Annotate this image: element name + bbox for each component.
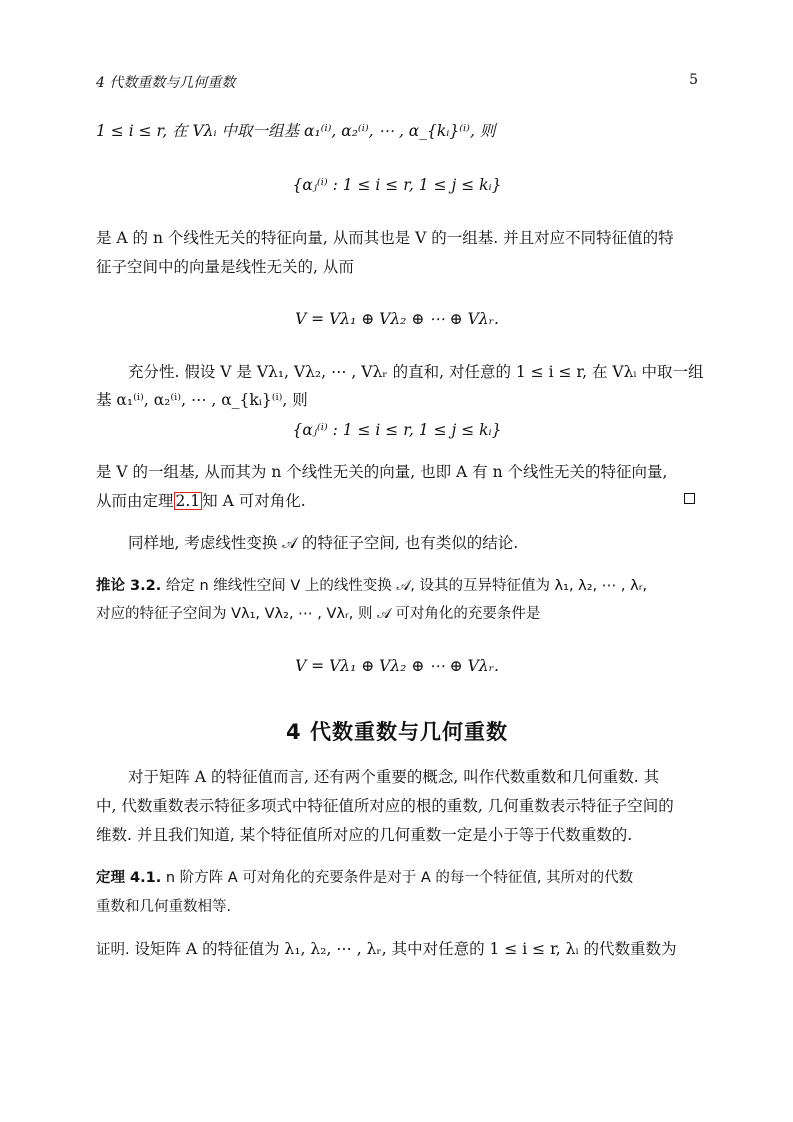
proof-line: [96, 939, 698, 960]
qed-square-icon: [684, 493, 695, 504]
proof-label: 证明.: [96, 942, 130, 958]
text-line: 1 ≤ i ≤ r, 在 Vλᵢ 中取一组基 α₁⁽ⁱ⁾, α₂⁽ⁱ⁾, ⋯ , α_{kᵢ}⁽ⁱ⁾, 则: [96, 122, 496, 140]
text-line: 基 α₁⁽ⁱ⁾, α₂⁽ⁱ⁾, ⋯ , α_{kᵢ}⁽ⁱ⁾, 则: [96, 391, 308, 409]
display-equation: {αⱼ⁽ⁱ⁾ : 1 ≤ i ≤ r, 1 ≤ j ≤ kᵢ}: [292, 176, 502, 194]
text-line: 是 A 的 n 个线性无关的特征向量, 从而其也是 V 的一组基. 并且对应不同特征值的特: [96, 229, 674, 247]
text-span: 知 A 可对角化.: [202, 492, 306, 510]
display-equation: V = Vλ₁ ⊕ Vλ₂ ⊕ ⋯ ⊕ Vλᵣ.: [295, 657, 499, 675]
text-line: 中, 代数重数表示特征多项式中特征值所对应的根的重数, 几何重数表示特征子空间的: [96, 797, 674, 815]
page-number: 5: [689, 72, 698, 88]
text-line: 征子空间中的向量是线性无关的, 从而: [96, 258, 354, 276]
text-line: 是 V 的一组基, 从而其为 n 个线性无关的向量, 也即 A 有 n 个线性无关的特征向量,: [96, 463, 668, 481]
text-line: 维数. 并且我们知道, 某个特征值所对应的几何重数一定是小于等于代数重数的.: [96, 826, 633, 844]
theorem-text: n 阶方阵 A 可对角化的充要条件是对于 A 的每一个特征值, 其所对的代数: [161, 870, 634, 886]
corollary-label: 推论 3.2.: [96, 578, 162, 594]
corollary-text: 给定 n 维线性空间 V 上的线性变换 𝒜, 设其的互异特征值为 λ₁, λ₂, ⋯ , λᵣ,: [161, 578, 648, 594]
running-header: 4 代数重数与几何重数: [96, 75, 236, 91]
corollary-line: 对应的特征子空间为 Vλ₁, Vλ₂, ⋯ , Vλᵣ, 则 𝒜 可对角化的充要条件是: [96, 606, 541, 622]
text-line: [96, 491, 698, 511]
theorem-line: [96, 868, 698, 888]
theorem-label: 定理 4.1.: [96, 870, 162, 886]
display-equation: {αⱼ⁽ⁱ⁾ : 1 ≤ i ≤ r, 1 ≤ j ≤ kᵢ}: [292, 421, 502, 439]
proof-text: 设矩阵 A 的特征值为 λ₁, λ₂, ⋯ , λᵣ, 其中对任意的 1 ≤ i ≤ r, λᵢ 的代数重数为: [129, 940, 677, 958]
display-equation: V = Vλ₁ ⊕ Vλ₂ ⊕ ⋯ ⊕ Vλᵣ.: [295, 310, 499, 328]
corollary-line: [96, 576, 698, 596]
text-span: 从而由定理: [96, 492, 174, 510]
text-line: 充分性. 假设 V 是 Vλ₁, Vλ₂, ⋯ , Vλᵣ 的直和, 对任意的 1 ≤ i ≤ r, 在 Vλᵢ 中取一组: [128, 363, 704, 381]
theorem-line: 重数和几何重数相等.: [96, 899, 232, 915]
theorem-reference-link[interactable]: 2.1: [175, 492, 201, 510]
text-line: 对于矩阵 A 的特征值而言, 还有两个重要的概念, 叫作代数重数和几何重数. 其: [128, 768, 660, 786]
section-title: 4 代数重数与几何重数: [286, 720, 508, 744]
text-line: 同样地, 考虑线性变换 𝒜 的特征子空间, 也有类似的结论.: [128, 534, 519, 552]
